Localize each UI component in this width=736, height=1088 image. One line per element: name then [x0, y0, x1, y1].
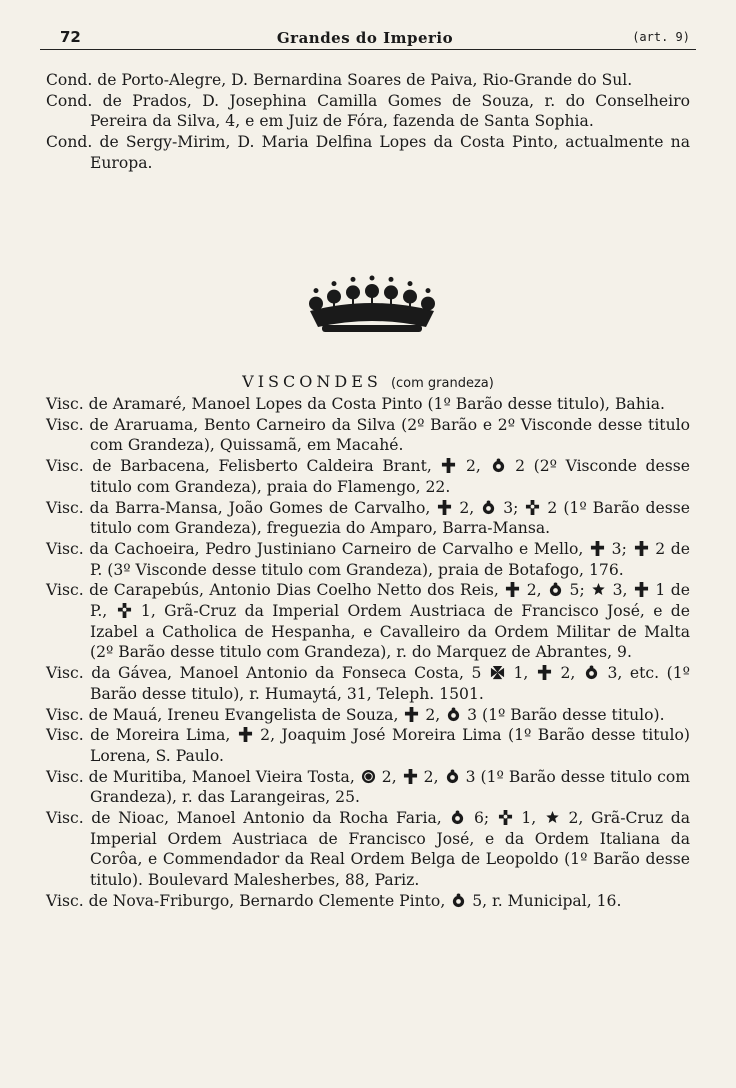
rose-icon: [491, 458, 506, 473]
section-subtitle: (com grandeza): [390, 376, 494, 391]
cross-icon: [505, 582, 520, 597]
cross-icon: [404, 707, 419, 722]
cross-icon: [437, 500, 452, 515]
section-heading: [0, 372, 736, 391]
section-title: VISCONDES: [242, 372, 382, 391]
rose-icon: [445, 769, 460, 784]
visconde-entry: Visc. da Gávea, Manoel Antonio da Fonseca Costa, 5 1, 2, 3, etc. (1º Barão desse titulo), r. Humaytá, 31, Teleph. 1501.: [46, 664, 690, 703]
cross-icon: [634, 582, 649, 597]
article-ref: (art. 9): [632, 30, 690, 44]
cross-icon: [537, 665, 552, 680]
visconde-entry: Visc. de Moreira Lima, 2, Joaquim José Moreira Lima (1º Barão desse titulo) Lorena, S. Paulo.: [46, 726, 690, 765]
cross-icon: [590, 541, 605, 556]
visconde-entry: Visc. de Barbacena, Felisberto Caldeira Brant, 2, 2 (2º Visconde desse titulo com Grandeza), praia do Flamengo, 22.: [46, 457, 690, 496]
visconde-entry: Visc. de Aramaré, Manoel Lopes da Costa Pinto (1º Barão desse titulo), Bahia.: [46, 395, 665, 413]
star-icon: [545, 810, 560, 825]
visconde-entry: Visc. de Mauá, Ireneu Evangelista de Souza, 2, 3 (1º Barão desse titulo).: [46, 705, 665, 724]
star-icon: [591, 582, 606, 597]
order-cross-icon: [525, 500, 540, 515]
rose-icon: [446, 707, 461, 722]
condessa-entry: Cond. de Sergy-Mirim, D. Maria Delfina Lopes da Costa Pinto, actualmente na Europa.: [46, 133, 690, 172]
crown-icon: [298, 265, 446, 337]
cross-icon: [238, 727, 253, 742]
visconde-entry: Visc. de Nova-Friburgo, Bernardo Clemente Pinto, 5, r. Municipal, 16.: [46, 891, 622, 910]
condessas-list: [44, 70, 690, 174]
visconde-entry: Visc. de Nioac, Manoel Antonio da Rocha Faria, 6; 1, 2, Grã-Cruz da Imperial Ordem Austriaca de Francisco José, e da Ordem Italiana da Corôa, e Commendador da Real Ordem Belga de Leopoldo (1º Barão desse titulo). Boulevard Malesherbes, 88, Pariz.: [46, 809, 691, 890]
order-cross-icon: [498, 810, 513, 825]
rose-icon: [481, 500, 496, 515]
cross-icon: [403, 769, 418, 784]
rose-icon: [584, 665, 599, 680]
rose-icon: [450, 810, 465, 825]
condessa-entry: Cond. de Prados, D. Josephina Camilla Gomes de Souza, r. do Conselheiro Pereira da Silva, 4, e em Juiz de Fóra, fazenda de Santa Sophia.: [46, 91, 690, 131]
visconde-entry: Visc. da Cachoeira, Pedro Justiniano Carneiro de Carvalho e Mello, 3; 2 de P. (3º Visconde desse titulo com Grandeza), praia de Botafogo, 176.: [46, 539, 690, 579]
condessa-entry: Cond. de Porto-Alegre, D. Bernardina Soares de Paiva, Rio-Grande do Sul.: [46, 71, 633, 89]
cross-icon: [634, 541, 649, 556]
viscondes-list: [44, 394, 690, 912]
page-header: [40, 26, 690, 50]
rose-icon: [548, 582, 563, 597]
visconde-entry: Visc. de Araruama, Bento Carneiro da Silva (2º Barão e 2º Visconde desse titulo com Grandeza), Quissamã, em Macahé.: [46, 415, 690, 455]
visconde-entry: Visc. da Barra-Mansa, João Gomes de Carvalho, 2, 3; 2 (1º Barão desse titulo com Grandeza), freguezia do Amparo, Barra-Mansa.: [46, 498, 690, 538]
order-cross-icon: [117, 603, 132, 618]
rose-icon: [451, 893, 466, 908]
running-title: Grandes do Imperio: [276, 29, 454, 47]
page-number: 72: [60, 28, 81, 46]
medal-icon: [361, 769, 376, 784]
cross-icon: [441, 458, 456, 473]
maltese-cross-icon: [490, 665, 505, 680]
visconde-entry: Visc. de Carapebús, Antonio Dias Coelho Netto dos Reis, 2, 5; 3, 1 de P., 1, Grã-Cruz da Imperial Ordem Austriaca de Francisco José, e de Izabel a Catholica de Hespanha, e Cavalleiro da Ordem Militar de Malta (2º Barão desse titulo com Grandeza), r. do Marquez de Abrantes, 9.: [46, 581, 691, 662]
visconde-entry: Visc. de Muritiba, Manoel Vieira Tosta, 2, 2, 3 (1º Barão desse titulo com Grandeza), r. das Larangeiras, 25.: [46, 767, 691, 807]
header-rule: [40, 49, 696, 50]
